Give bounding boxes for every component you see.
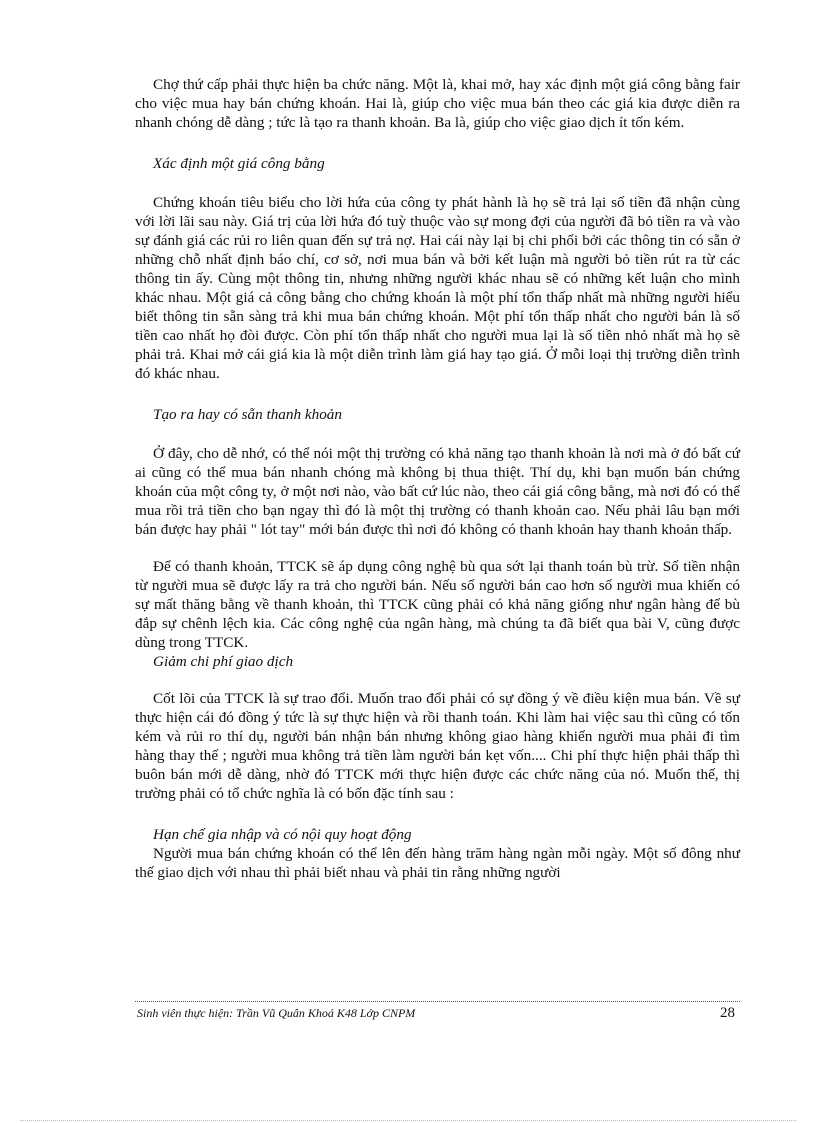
paragraph-clearing: Để có thanh khoản, TTCK sẽ áp dụng công nghệ bù qua sớt lại thanh toán bù trừ. Số tiền nhận từ người mua sẽ được lấy ra trả cho người bán. Nếu số người bán cao hơn số người mua khiến có sự mất thăng bằng về thanh khoản, thì TTCK cũng phải có khả năng giống như ngân hàng để bù đắp sự chênh lệch kia. Các công nghệ của ngân hàng, mà chúng ta đã biết qua bài V, cũng được dùng trong TTCK. [135,558,740,651]
paragraph-entry-restriction: Người mua bán chứng khoán có thể lên đến hàng trăm hàng ngàn mỗi ngày. Một số đông như thế giao dịch với nhau thì phải biết nhau và phải tin rằng những người [135,845,740,881]
paragraph-liquidity: Ở đây, cho dễ nhớ, có thể nói một thị trường có khả năng tạo thanh khoản là nơi mà ở đó bất cứ ai cũng có thể mua bán nhanh chóng mà không bị thua thiệt. Thí dụ, khi bạn muốn bán chứng khoán của một công ty, ở một nơi nào, vào bất cứ lúc nào, theo cái giá công bằng, mà nơi đó có thể mua rồi trả tiền cho bạn ngay thì đó là một thị trường có thanh khoản cao. Nếu phải lâu bạn mới bán được hay phải " lót tay" mới bán được thì nơi đó không có thanh khoản hay thanh khoản thấp. [135,445,740,538]
section-heading-transaction-costs: Giảm chi phí giao dịch [153,653,294,670]
page-number: 28 [720,1005,735,1021]
paragraph-secondary-market-functions: Chợ thứ cấp phải thực hiện ba chức năng. Một là, khai mở, hay xác định một giá công bằng fair cho việc mua hay bán chứng khoán. Hai là, giúp cho việc mua bán theo các giá kia được diễn ra nhanh chóng dễ dàng ; tức là tạo ra thanh khoản. Ba là, giúp cho việc giao dịch ít tốn kém. [135,76,740,131]
footer-author: Sinh viên thực hiện: Trần Vũ Quân Khoá K48 Lớp CNPM [137,1006,416,1020]
paragraph-fair-price: Chứng khoán tiêu biểu cho lời hứa của công ty phát hành là họ sẽ trả lại số tiền đã nhận cùng với lời lãi sau này. Giá trị của lời hứa đó tuỳ thuộc vào sự mong đợi của người đã bỏ tiền ra và vào sự đánh giá các rủi ro liên quan đến sự trả nợ. Hai cái này lại bị chi phối bởi các thông tin có sẵn ở những chỗ nhất định báo chí, cơ sở, nơi mua bán và bởi kết luận mà người bỏ tiền rút ra từ các thông tin ấy. Cùng một thông tin, nhưng những người khác nhau sẽ có những kết luận cho mình khác nhau. Một giá cả công bằng cho chứng khoán là một phí tổn thấp nhất mà những người hiểu biết thông tin sẵn sàng trả khi mua bán chứng khoán. Một phí tổn thấp nhất cho người bán là số tiền cao nhất họ đòi được. Còn phí tổn thấp nhất cho người mua lại là số tiền nhỏ nhất mà họ sẽ phải trả. Khai mở cái giá kia là một diễn trình làm giá hay tạo giá. Ở mỗi loại thị trường diễn trình đó khác nhau. [135,194,740,382]
paragraph-transaction-costs: Cốt lõi của TTCK là sự trao đổi. Muốn trao đổi phải có sự đồng ý về điều kiện mua bán. Về sự thực hiện cái đó đồng ý tức là sự thực hiện và rồi thanh toán. Khi làm hai việc sau thì cũng có tốn kém và rủi ro thí dụ, người bán nhận bán nhưng không giao hàng khiến người mua phải đi tìm hàng thay thế ; người mua không trả tiền làm người bán kẹt vốn.... Chi phí thực hiện phải thấp thì buôn bán mới dễ dàng, nhờ đó TTCK mới thực hiện được các chức năng của nó. Muốn thế, thị trường phải có tổ chức nghĩa là có bốn đặc tính sau : [135,690,740,802]
paragraph-gap [135,539,740,557]
footer-divider [135,1001,740,1002]
section-heading-fair-price: Xác định một giá công bằng [153,155,325,172]
section-heading-liquidity: Tạo ra hay có sẵn thanh khoản [153,406,342,423]
page-bottom-divider [20,1120,796,1121]
section-heading-entry-restriction: Hạn chế gia nhập và có nội quy hoạt động [153,826,412,843]
page-body [135,75,740,882]
